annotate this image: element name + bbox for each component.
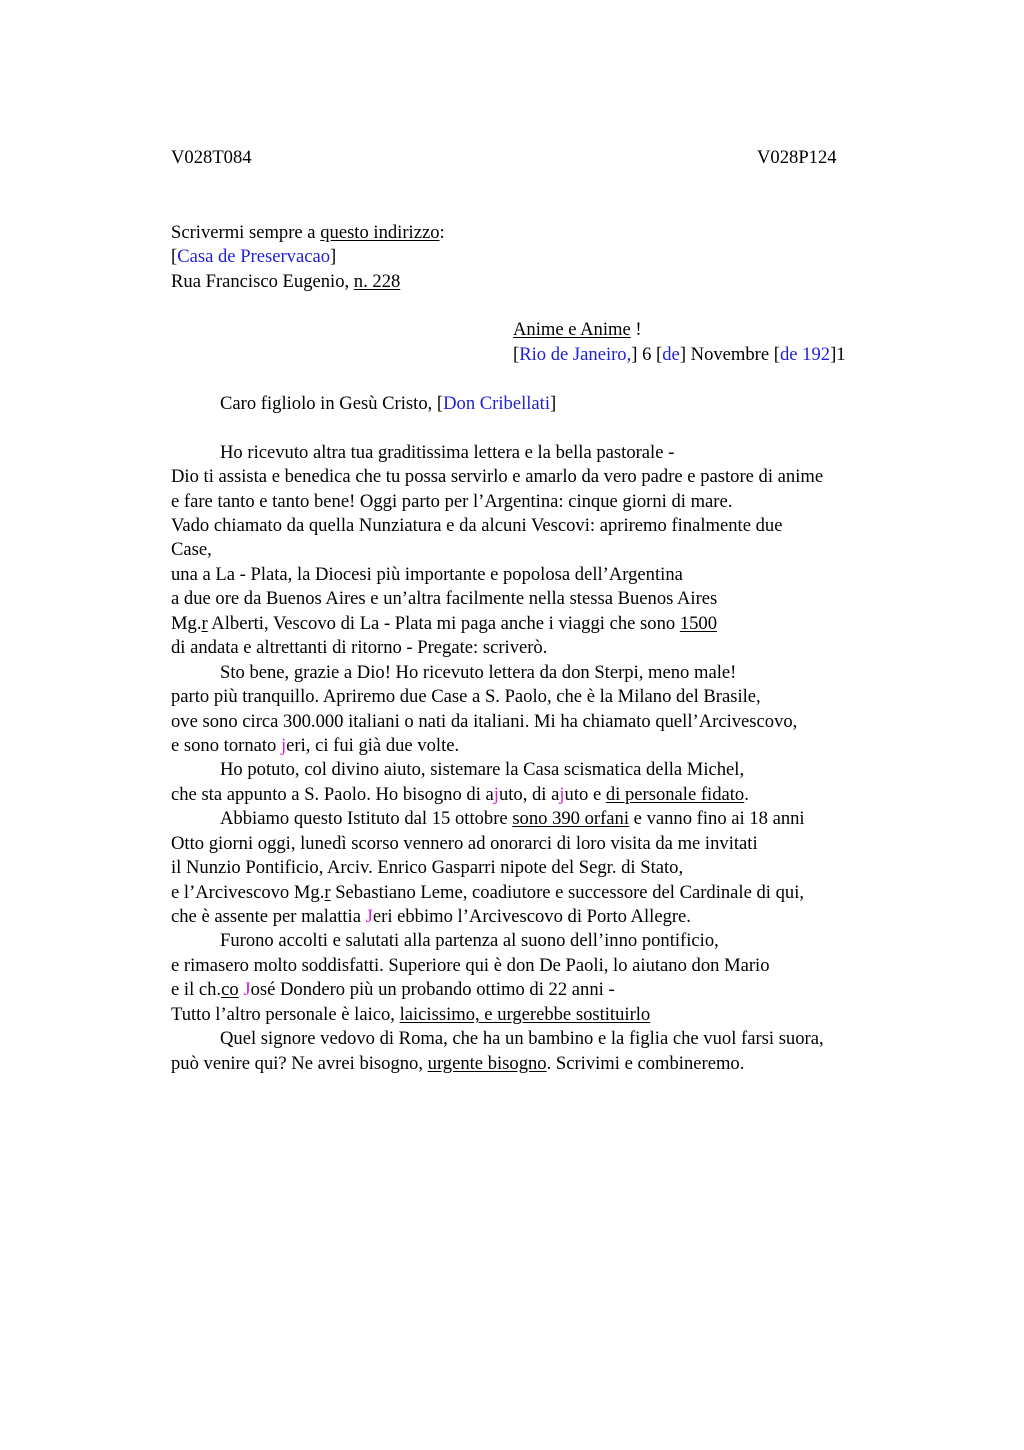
document-code-left: V028T084: [171, 147, 252, 168]
orthographic-mark: J: [243, 979, 251, 1000]
editorial-insert: de: [662, 344, 680, 365]
salutation: [220, 392, 556, 416]
body-line: [171, 1003, 650, 1027]
motto-underlined: Anime e Anime: [513, 319, 631, 340]
body-line: a due ore da Buenos Aires e un’altra facilmente nella stessa Buenos Aires: [171, 588, 718, 609]
text: . Scrivimi e combineremo.: [546, 1053, 745, 1074]
underlined-text: di personale fidato: [605, 784, 745, 805]
body-line: Ho potuto, col divino aiuto, sistemare la Casa scismatica della Michel,: [220, 759, 745, 780]
editorial-insert: Casa de Preservacao: [177, 246, 331, 267]
text: Sebastiano Leme, coadiutore e successore del Cardinale di qui,: [330, 882, 805, 903]
dateline-text: ] Novembre [: [679, 344, 780, 365]
text: osé Dondero più un probando ottimo di 22 anni -: [250, 979, 615, 1000]
body-line: il Nunzio Pontificio, Arciv. Enrico Gasparri nipote del Segr. di Stato,: [171, 857, 684, 878]
text: e il ch.: [171, 979, 222, 1000]
text: Tutto l’altro personale è laico,: [171, 1004, 400, 1025]
underlined-text: laicissimo, e urgerebbe sostituirlo: [399, 1004, 651, 1025]
body-line: di andata e altrettanti di ritorno - Pregate: scriverò.: [171, 637, 548, 658]
underlined-text: urgente bisogno: [427, 1053, 547, 1074]
body-line: Case,: [171, 539, 212, 560]
orthographic-mark: j: [493, 784, 499, 805]
motto-suffix: !: [630, 319, 642, 340]
address-line-2: [171, 245, 336, 269]
text: e sono tornato: [171, 735, 281, 756]
address-text: Rua Francisco Eugenio,: [171, 271, 354, 292]
text: e vanno fino ai 18 anni: [629, 808, 805, 829]
motto: [513, 318, 642, 342]
orthographic-mark: J: [365, 906, 373, 927]
body-line: [171, 734, 459, 758]
body-line: [171, 783, 749, 807]
body-line: Otto giorni oggi, lunedì scorso vennero ad onorarci di loro visita da me invitati: [171, 833, 758, 854]
bracket: ]: [330, 246, 337, 267]
text: Alberti, Vescovo di La - Plata mi paga anche i viaggi che sono: [207, 613, 680, 634]
body-line: Quel signore vedovo di Roma, che ha un bambino e la figlia che vuol farsi suora,: [220, 1028, 824, 1049]
document-code-right: V028P124: [757, 147, 837, 168]
body-line: [171, 881, 804, 905]
text: Abbiamo questo Istituto dal 15 ottobre: [220, 808, 513, 829]
superscript-abbrev: co: [221, 979, 239, 1000]
body-line: e rimasero molto soddisfatti. Superiore qui è don De Paoli, lo aiutano don Mario: [171, 955, 770, 976]
body-line: Sto bene, grazie a Dio! Ho ricevuto lettera da don Sterpi, meno male!: [220, 662, 737, 683]
superscript-abbrev: r: [201, 613, 208, 634]
body-line: e fare tanto e tanto bene! Oggi parto per l’Argentina: cinque giorni di mare.: [171, 491, 733, 512]
dateline: [513, 343, 846, 367]
address-underlined: n. 228: [353, 271, 401, 292]
address-line-1: [171, 221, 445, 245]
body-line: Furono accolti e salutati alla partenza al suono dell’inno pontificio,: [220, 930, 719, 951]
address-text: :: [439, 222, 445, 243]
text: e l’Arcivescovo Mg.: [171, 882, 325, 903]
dateline-text: ]1: [830, 344, 846, 365]
underlined-text: 1500: [679, 613, 717, 634]
body-line: Dio ti assista e benedica che tu possa servirlo e amarlo da vero padre e pastore di anime: [171, 466, 824, 487]
editorial-insert: Don Cribellati: [443, 393, 551, 414]
bracket: ]: [550, 393, 557, 414]
body-line: Vado chiamato da quella Nunziatura e da alcuni Vescovi: apriremo finalmente due: [171, 515, 783, 536]
editorial-insert: Rio de Janeiro,: [519, 344, 632, 365]
address-line-3: [171, 270, 400, 294]
superscript-abbrev: r: [324, 882, 331, 903]
bracket: [: [513, 344, 520, 365]
body-line: [171, 978, 615, 1002]
salutation-text: Caro figliolo in Gesù Cristo, [: [220, 393, 444, 414]
text: .: [744, 784, 749, 805]
underlined-text: sono 390 orfani: [512, 808, 630, 829]
body-line: [171, 905, 691, 929]
editorial-insert: de 192: [779, 344, 831, 365]
body-line: una a La - Plata, la Diocesi più importante e popolosa dell’Argentina: [171, 564, 683, 585]
orthographic-mark: j: [559, 784, 565, 805]
address-text: Scrivermi sempre a: [171, 222, 321, 243]
dateline-text: ] 6 [: [631, 344, 663, 365]
body-line: [220, 807, 805, 831]
text: uto, di a: [498, 784, 560, 805]
body-line: [171, 1052, 744, 1076]
bracket: [: [171, 246, 178, 267]
text: Mg.: [171, 613, 202, 634]
body-line: Ho ricevuto altra tua graditissima lettera e la bella pastorale -: [220, 442, 675, 463]
orthographic-mark: j: [281, 735, 287, 756]
text: uto e: [564, 784, 606, 805]
text: eri, ci fui già due volte.: [286, 735, 460, 756]
address-underlined: questo indirizzo: [320, 222, 440, 243]
body-line: [171, 612, 717, 636]
body-line: parto più tranquillo. Apriremo due Case a S. Paolo, che è la Milano del Brasile,: [171, 686, 761, 707]
body-line: ove sono circa 300.000 italiani o nati da italiani. Mi ha chiamato quell’Arcivescovo,: [171, 711, 798, 732]
text: può venire qui? Ne avrei bisogno,: [171, 1053, 428, 1074]
text: eri ebbimo l’Arcivescovo di Porto Allegre.: [372, 906, 691, 927]
text: che sta appunto a S. Paolo. Ho bisogno di a: [171, 784, 494, 805]
text: che è assente per malattia: [171, 906, 366, 927]
